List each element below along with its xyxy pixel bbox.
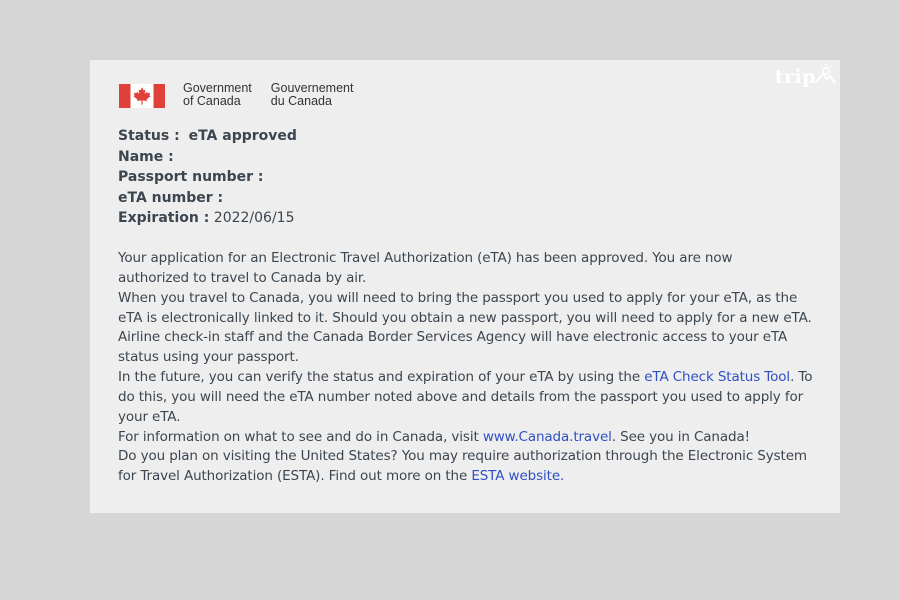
esta-website-link[interactable]: ESTA website. — [471, 468, 565, 485]
government-name-english — [183, 82, 252, 108]
name-row — [118, 147, 297, 168]
government-of-canada-signature — [119, 82, 353, 108]
gov-en-line2: of Canada — [183, 94, 241, 108]
trip-watermark — [775, 66, 836, 88]
message-line: Your application for an Electronic Travel Authorization (eTA) has been approved. You are now — [118, 250, 733, 266]
gov-fr-line2: du Canada — [270, 94, 332, 108]
message-text: In the future, you can verify the status and expiration of your eTA by using the — [118, 369, 645, 386]
status-label: Status : — [118, 128, 180, 144]
passport-number-label: Passport number : — [118, 169, 264, 185]
message-line: status using your passport. — [118, 349, 299, 366]
message-line: eTA is electronically linked to it. Should you obtain a new passport, you will need to apply for a new eTA. — [118, 309, 812, 326]
name-label: Name : — [118, 148, 174, 165]
message-text: . See you in Canada! — [611, 428, 750, 445]
message-line-with-link — [118, 428, 818, 448]
passport-number-row — [118, 167, 297, 188]
mountain-sun-icon — [814, 63, 836, 85]
message-line-with-link — [118, 368, 818, 388]
eta-number-row — [118, 188, 297, 209]
gov-fr-line1: Gouvernement — [270, 81, 354, 95]
expiration-value: 2022/06/15 — [213, 210, 295, 226]
canada-travel-link[interactable]: www.Canada.travel — [482, 428, 612, 445]
eta-status-fields — [118, 126, 297, 229]
expiration-row — [118, 208, 297, 229]
status-row — [118, 126, 297, 147]
message-line: do this, you will need the eTA number noted above and details from the passport you used to apply for — [118, 388, 804, 405]
message-text: For information on what to see and do in Canada, visit — [118, 428, 483, 445]
message-text: for Travel Authorization (ESTA). Find out more on the — [118, 468, 472, 485]
eta-approval-card — [90, 60, 840, 513]
expiration-label: Expiration : — [118, 210, 210, 226]
message-line: Do you plan on visiting the United States? You may require authorization through the Electronic System — [118, 448, 807, 465]
message-line: Airline check-in staff and the Canada Border Services Agency will have electronic access to your eTA — [118, 329, 788, 346]
eta-check-status-tool-link[interactable]: eTA Check Status Tool — [644, 369, 791, 386]
message-line-with-link — [118, 467, 818, 487]
eta-number-label: eTA number : — [118, 189, 224, 206]
message-text: . To — [790, 369, 813, 386]
gov-en-line1: Government — [183, 81, 252, 95]
government-name-french — [271, 82, 354, 108]
canada-flag-icon — [119, 84, 165, 108]
approval-message — [118, 249, 818, 487]
message-line: When you travel to Canada, you will need to bring the passport you used to apply for your eTA, as the — [118, 289, 798, 306]
message-line: your eTA. — [118, 408, 181, 425]
message-line: authorized to travel to Canada by air. — [118, 269, 367, 286]
status-value: eTA approved — [188, 128, 297, 144]
watermark-text: trip — [774, 66, 816, 88]
